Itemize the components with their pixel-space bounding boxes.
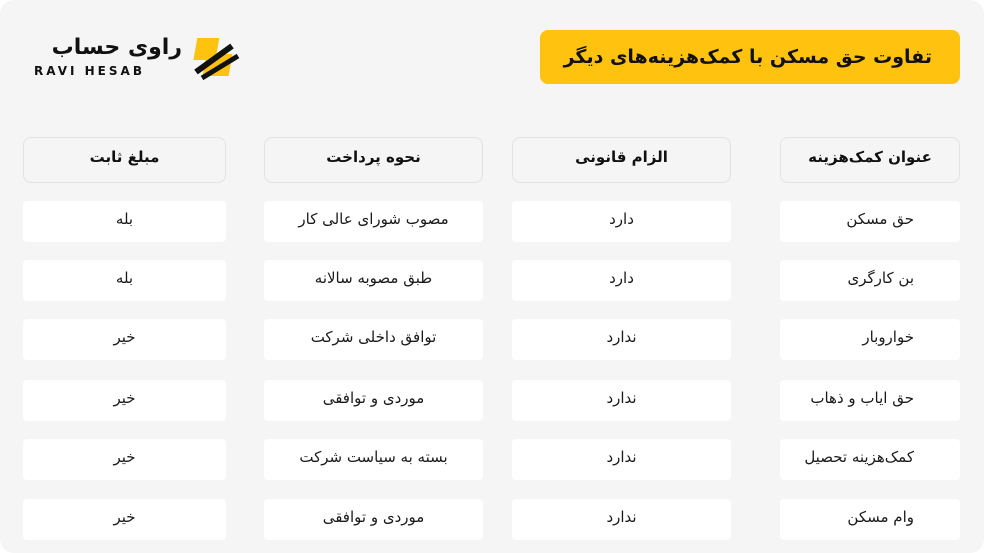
logo-script-text: راوی حساب (51, 35, 182, 60)
table-cell-title (780, 319, 960, 360)
header-label: مبلغ ثابت (89, 148, 160, 166)
table-cell-fixed (23, 439, 226, 480)
table-cell-legal (512, 439, 731, 480)
table-cell-fixed (23, 499, 226, 540)
ravi-hesab-logo (30, 32, 215, 84)
table-cell-payment (264, 380, 483, 421)
cell-text: بن کارگری (847, 268, 914, 287)
cell-text: ندارد (606, 388, 637, 407)
table-cell-payment (264, 260, 483, 301)
cell-text: ندارد (606, 507, 637, 526)
header-legal-requirement (512, 137, 731, 183)
table-cell-title (780, 260, 960, 301)
cell-text: مصوب شورای عالی کار (298, 209, 449, 228)
cell-text: ندارد (606, 327, 637, 346)
cell-text: دارد (609, 209, 634, 228)
cell-text: طبق مصوبه سالانه (314, 268, 433, 287)
header-label: الزام قانونی (575, 148, 668, 166)
table-cell-title (780, 201, 960, 242)
cell-text: حق ایاب و ذهاب (810, 388, 914, 407)
cell-text: خیر (113, 327, 136, 346)
table-cell-legal (512, 499, 731, 540)
table-cell-payment (264, 499, 483, 540)
table-cell-legal (512, 260, 731, 301)
table-cell-fixed (23, 319, 226, 360)
cell-text: خواروبار (862, 327, 914, 346)
cell-text: وام مسکن (847, 507, 914, 526)
table-cell-payment (264, 201, 483, 242)
table-cell-legal (512, 201, 731, 242)
cell-text: بله (115, 268, 134, 287)
cell-text: خیر (113, 447, 136, 466)
header-item-title (780, 137, 960, 183)
table-cell-payment (264, 439, 483, 480)
cell-text: موردی و توافقی (322, 388, 425, 407)
table-cell-payment (264, 319, 483, 360)
table-cell-fixed (23, 380, 226, 421)
table-cell-legal (512, 380, 731, 421)
table-cell-title (780, 439, 960, 480)
cell-text: دارد (609, 268, 634, 287)
header-label: نحوه پرداخت (326, 148, 421, 166)
cell-text: کمک‌هزینه تحصیل (804, 447, 914, 466)
cell-text: توافق داخلی شرکت (310, 327, 437, 346)
cell-text: خیر (113, 507, 136, 526)
cell-text: موردی و توافقی (322, 507, 425, 526)
logo-latin-text: RAVI HESAB (34, 64, 145, 78)
header-fixed-amount (23, 137, 226, 183)
cell-text: بله (115, 209, 134, 228)
header-payment-method (264, 137, 483, 183)
cell-text: حق مسکن (846, 209, 914, 228)
logo-mark-icon (192, 34, 242, 80)
cell-text: بسته به سیاست شرکت (299, 447, 448, 466)
table-cell-title (780, 499, 960, 540)
cell-text: خیر (113, 388, 136, 407)
header-label: عنوان کمک‌هزینه (808, 148, 932, 166)
page-title: تفاوت حق مسکن با کمک‌هزینه‌های دیگر (540, 30, 960, 84)
table-cell-fixed (23, 201, 226, 242)
table-cell-title (780, 380, 960, 421)
table-cell-fixed (23, 260, 226, 301)
cell-text: ندارد (606, 447, 637, 466)
table-cell-legal (512, 319, 731, 360)
